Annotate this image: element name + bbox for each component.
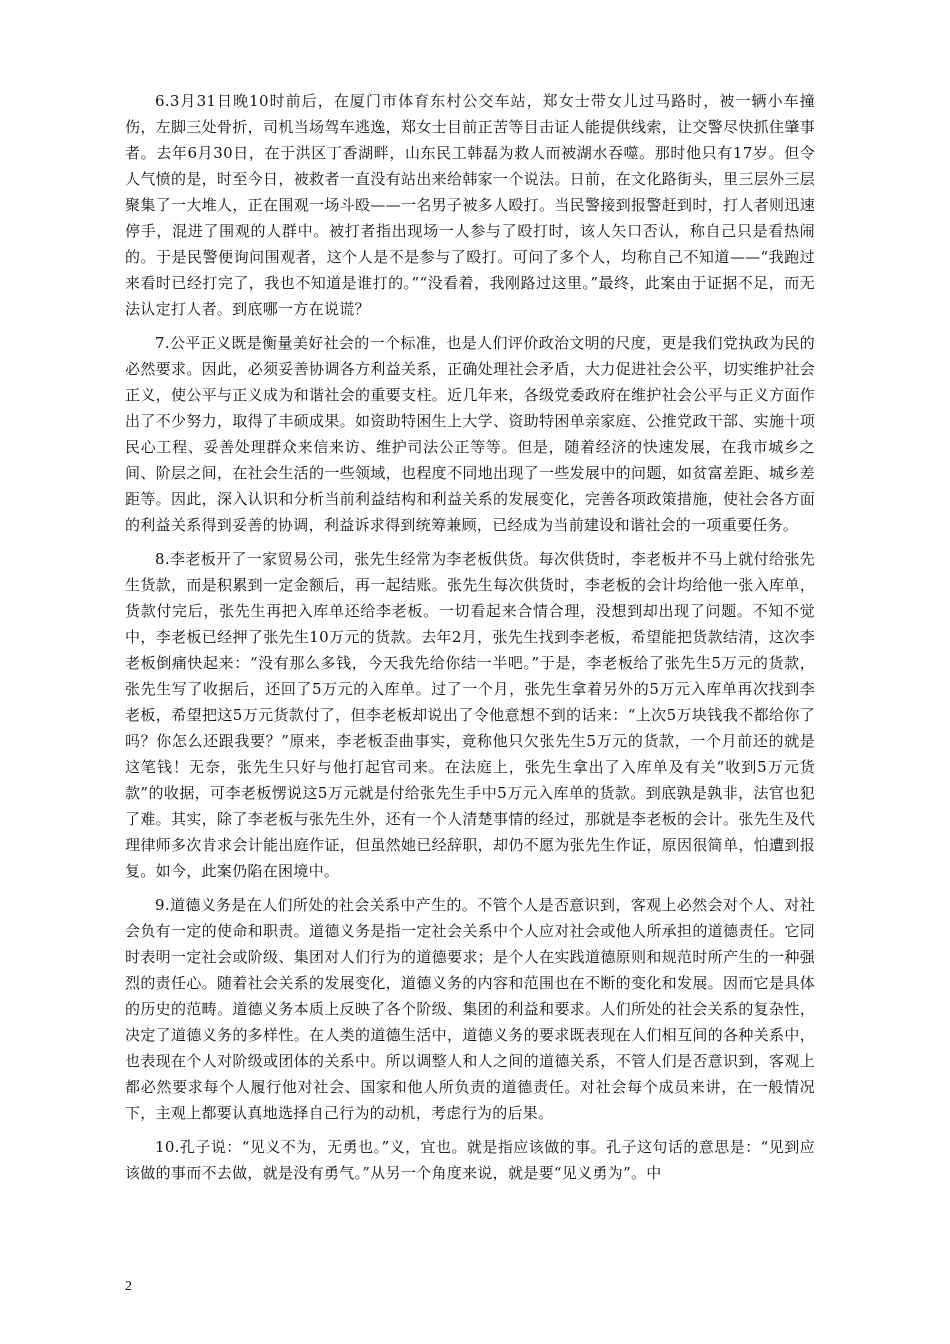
paragraph-10: 10.孔子说：“见义不为，无勇也。”义，宜也。就是指应该做的事。孔子这句话的意思是：“见到应该做的事而不去做，就是没有勇气。”从另一个角度来说，就是要“见义勇为”。中	[125, 1138, 815, 1182]
document-body	[125, 88, 815, 1194]
paragraph-6: 6.3月31日晚10时前后，在厦门市体育东村公交车站，郑女士带女儿过马路时，被一辆小车撞伤，左脚三处骨折，司机当场驾车逃逸，郑女士目前正苦等目击证人能提供线索，让交警尽快抓住肇事者。去年6月30日，在于洪区丁香湖畔，山东民工韩磊为救人而被湖水吞噬。那时他只有17岁。但令人气愤的是，时至今日，被救者一直没有站出来给韩家一个说法。日前，在文化路街头，里三层外三层聚集了一大堆人，正在围观一场斗殴——一名男子被多人殴打。当民警接到报警赶到时，打人者则迅速停手，混进了围观的人群中。被打者指出现场一人参与了殴打时，该人矢口否认，称自己只是看热闹的。于是民警便询问围观者，这个人是不是参与了殴打。可问了多个人，均称自己不知道——“我跑过来看时已经打完了，我也不知道是谁打的。”“没看着，我刚路过这里。”最终，此案由于证据不足，而无法认定打人者。到底哪一方在说谎？	[125, 92, 815, 318]
paragraph-8: 8.李老板开了一家贸易公司，张先生经常为李老板供货。每次供货时，李老板并不马上就付给张先生货款，而是积累到一定金额后，再一起结账。张先生每次供货时，李老板的会计均给他一张入库单，货款付完后，张先生再把入库单还给李老板。一切看起来合情合理，没想到却出现了问题。不知不觉中，李老板已经押了张先生10万元的货款。去年2月，张先生找到李老板，希望能把货款结清，这次李老板倒痛快起来：“没有那么多钱，今天我先给你结一半吧。”于是，李老板给了张先生5万元的货款，张先生写了收据后，还回了5万元的入库单。过了一个月，张先生拿着另外的5万元入库单再次找到李老板，希望把这5万元货款付了，但李老板却说出了令他意想不到的话来：“上次5万块钱我不都给你了吗？你怎么还跟我要？”原来，李老板歪曲事实，竟称他只欠张先生5万元的货款，一个月前还的就是这笔钱！无奈，张先生只好与他打起官司来。在法庭上，张先生拿出了入库单及有关“收到5万元货款”的收据，可李老板愣说这5万元就是付给张先生手中5万元入库单的货款。到底孰是孰非，法官也犯了难。其实，除了李老板与张先生外，还有一个人清楚事情的经过，那就是李老板的会计。张先生及代理律师多次肯求会计能出庭作证，但虽然她已经辞职，却仍不愿为张先生作证，原因很简单，怕遭到报复。如今，此案仍陷在困境中。	[125, 550, 815, 880]
paragraph-7: 7.公平正义既是衡量美好社会的一个标准，也是人们评价政治文明的尺度，更是我们党执政为民的必然要求。因此，必须妥善协调各方利益关系，正确处理社会矛盾，大力促进社会公平，切实维护社会正义，使公平与正义成为和谐社会的重要支柱。近几年来，各级党委政府在维护社会公平与正义方面作出了不少努力，取得了丰硕成果。如资助特困生上大学、资助特困单亲家庭、公推党政干部、实施十项民心工程、妥善处理群众来信来访、维护司法公正等等。但是，随着经济的快速发展，在我市城乡之间、阶层之间，在社会生活的一些领域，也程度不同地出现了一些发展中的问题，如贫富差距、城乡差距等。因此，深入认识和分析当前利益结构和利益关系的发展变化，完善各项政策措施，使社会各方面的利益关系得到妥善的协调，利益诉求得到统筹兼顾，已经成为当前建设和谐社会的一项重要任务。	[125, 334, 815, 534]
paragraph-9: 9.道德义务是在人们所处的社会关系中产生的。不管个人是否意识到，客观上必然会对个人、对社会负有一定的使命和职责。道德义务是指一定社会关系中个人应对社会或他人所承担的道德责任。它同时表明一定社会或阶级、集团对人们行为的道德要求；是个人在实践道德原则和规范时所产生的一种强烈的责任心。随着社会关系的发展变化，道德义务的内容和范围也在不断的变化和发展。因而它是具体的历史的范畴。道德义务本质上反映了各个阶级、集团的利益和要求。人们所处的社会关系的复杂性，决定了道德义务的多样性。在人类的道德生活中，道德义务的要求既表现在人们相互间的各种关系中，也表现在个人对阶级或团体的关系中。所以调整人和人之间的道德关系，不管人们是否意识到，客观上都必然要求每个人履行他对社会、国家和他人所负责的道德责任。对社会每个成员来讲，在一般情况下，主观上都要认真地选择自己行为的动机，考虑行为的后果。	[125, 896, 815, 1122]
page-number: 2	[125, 1279, 132, 1294]
